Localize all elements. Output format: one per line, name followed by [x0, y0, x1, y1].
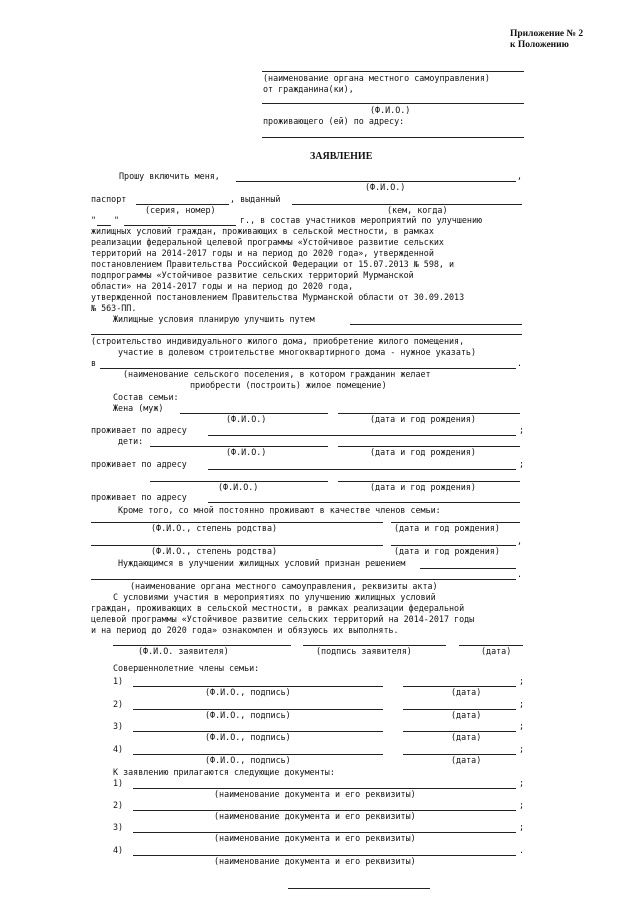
in-label: в — [91, 358, 97, 368]
child2-address-line[interactable] — [208, 502, 520, 503]
applicant-date-caption: (дата) — [481, 646, 512, 656]
document-title: ЗАЯВЛЕНИЕ — [310, 151, 373, 162]
decision-line-2[interactable] — [91, 579, 516, 580]
conditions-line-1: С условиями участия в мероприятиях по улучшению жилищных условий — [113, 592, 436, 602]
family-label: Состав семьи: — [113, 392, 179, 402]
child1-fio-caption: (Ф.И.О.) — [226, 447, 267, 457]
adult-1-semicolon: ; — [519, 676, 525, 686]
doc-2-caption: (наименование документа и его реквизиты) — [214, 811, 416, 821]
appendix-number: Приложение № 2 — [510, 29, 584, 39]
issuer-caption: (кем, когда) — [387, 205, 448, 215]
applicant-fio-caption: (Ф.И.О. заявителя) — [138, 646, 229, 656]
semicolon-1: ; — [519, 425, 525, 435]
adult-4-semicolon: ; — [519, 744, 525, 754]
spouse-address-line[interactable] — [208, 435, 516, 436]
from-citizen-label: от гражданина(ки), — [263, 84, 354, 94]
quote-close: " — [114, 215, 120, 225]
adult-4-date-caption: (дата) — [451, 755, 482, 765]
request-text: Прошу включить меня, — [119, 171, 220, 181]
conditions-line-4: и на период до 2020 года» ознакомлен и обязуюсь их выполнять. — [91, 625, 399, 635]
member2-birth-caption: (дата и год рождения) — [394, 546, 500, 556]
adult-2-number: 2) — [113, 699, 124, 709]
decision-period: . — [517, 569, 523, 579]
organ-caption: (наименование органа местного самоуправления) — [263, 73, 490, 83]
conditions-line-2: граждан, проживающих в сельской местности, в рамках реализации федеральной — [91, 603, 465, 613]
spouse-lives-at: проживает по адресу — [91, 425, 187, 435]
doc-1-semicolon: ; — [519, 778, 525, 788]
settlement-period: . — [517, 358, 523, 368]
act-caption: (наименование органа местного самоуправления, реквизиты акта) — [130, 581, 438, 591]
child1-address-line[interactable] — [208, 469, 516, 470]
settlement-caption-2: приобрести (построить) жилое помещение) — [190, 380, 387, 390]
adult-3-number: 3) — [113, 721, 124, 731]
docs-label: К заявлению прилагаются следующие документы: — [113, 767, 335, 777]
adults-label: Совершеннолетние члены семьи: — [113, 663, 260, 673]
child2-birth-caption: (дата и год рождения) — [370, 482, 476, 492]
child2-lives-at: проживает по адресу — [91, 492, 187, 502]
improve-method-line[interactable] — [350, 324, 522, 325]
child2-fio-caption: (Ф.И.О.) — [218, 482, 259, 492]
doc-1-caption: (наименование документа и его реквизиты) — [214, 789, 416, 799]
method-caption-1: (строительство индивидуального жилого дома, приобретение жилого помещения, — [91, 336, 465, 346]
decision-line[interactable] — [420, 568, 516, 569]
method-caption-2: участие в долевом строительстве многоквартирного дома - нужное указать) — [118, 347, 476, 357]
citizen-fio-line[interactable] — [262, 103, 524, 104]
member2-fio-caption: (Ф.И.О., степень родства) — [151, 546, 278, 556]
adult-3-semicolon: ; — [519, 721, 525, 731]
adult-3-caption: (Ф.И.О., подпись) — [205, 732, 291, 742]
member1-birth-caption: (дата и год рождения) — [394, 523, 500, 533]
comma: , — [517, 171, 523, 181]
applicant-sign-caption: (подпись заявителя) — [316, 646, 412, 656]
para-line-8: утвержденной постановлением Правительства Мурманской области от 30.09.2013 — [91, 292, 465, 302]
footer-divider — [288, 888, 430, 889]
spouse-label: Жена (муж) — [113, 403, 164, 413]
doc-4-caption: (наименование документа и его реквизиты) — [214, 856, 416, 866]
appendix-reference: к Положению — [510, 40, 569, 50]
doc-3-caption: (наименование документа и его реквизиты) — [214, 833, 416, 843]
para-line-4: территорий на 2014-2017 годы и на период до 2020 года», утвержденной — [91, 248, 434, 258]
member2-comma: , — [517, 536, 523, 546]
adult-2-semicolon: ; — [519, 699, 525, 709]
adult-3-date-caption: (дата) — [451, 732, 482, 742]
adult-2-date-caption: (дата) — [451, 710, 482, 720]
residing-label: проживающего (ей) по адресу: — [263, 116, 405, 126]
doc-3-semicolon: ; — [519, 822, 525, 832]
organ-line[interactable] — [262, 71, 524, 72]
doc-3-number: 3) — [113, 822, 124, 832]
adult-4-caption: (Ф.И.О., подпись) — [205, 755, 291, 765]
child1-birth-caption: (дата и год рождения) — [370, 447, 476, 457]
semicolon-2: ; — [519, 459, 525, 469]
adult-1-date-caption: (дата) — [451, 687, 482, 697]
doc-1-number: 1) — [113, 778, 124, 788]
fio-caption: (Ф.И.О.) — [365, 182, 406, 192]
para-line-9: № 563-ПП. — [91, 303, 137, 313]
citizen-fio-caption: (Ф.И.О.) — [370, 105, 411, 115]
citizen-address-line[interactable] — [262, 137, 524, 138]
issued-label: , выданный — [230, 194, 281, 204]
adult-1-number: 1) — [113, 676, 124, 686]
member1-fio-caption: (Ф.И.О., степень родства) — [151, 523, 278, 533]
conditions-line-3: целевой программы «Устойчивое развитие сельских территорий на 2014-2017 годы — [91, 614, 475, 624]
doc-4-number: 4) — [113, 845, 124, 855]
improve-method-line-2[interactable] — [91, 334, 522, 335]
doc-4-period: . — [519, 845, 525, 855]
needing-text: Нуждающимся в улучшении жилищных условий признан решением — [118, 558, 406, 568]
para-line-7: области» на 2014-2017 годы и на период до 2020 года, — [91, 281, 354, 291]
adult-4-number: 4) — [113, 744, 124, 754]
para-line-1: г., в состав участников мероприятий по улучшению — [240, 215, 483, 225]
adult-2-caption: (Ф.И.О., подпись) — [205, 710, 291, 720]
spouse-fio-caption: (Ф.И.О.) — [226, 414, 267, 424]
doc-2-semicolon: ; — [519, 800, 525, 810]
para-line-5: постановлением Правительства Российской Федерации от 15.07.2013 № 598, и — [91, 259, 455, 269]
children-label: дети: — [118, 436, 144, 446]
child1-lives-at: проживает по адресу — [91, 459, 187, 469]
passport-label: паспорт — [91, 194, 127, 204]
improve-text: Жилищные условия планирую улучшить путем — [113, 314, 315, 324]
para-line-3: реализации федеральной целевой программы «Устойчивое развитие сельских — [91, 237, 444, 247]
spouse-birth-caption: (дата и год рождения) — [370, 414, 476, 424]
series-caption: (серия, номер) — [145, 205, 216, 215]
also-living-text: Кроме того, со мной постоянно проживают в качестве членов семьи: — [118, 505, 441, 515]
para-line-2: жилищных условий граждан, проживающих в сельской местности, в рамках — [91, 226, 434, 236]
para-line-6: подпрограммы «Устойчивое развитие сельских территорий Мурманской — [91, 270, 414, 280]
quote-open: " — [91, 215, 97, 225]
doc-2-number: 2) — [113, 800, 124, 810]
settlement-caption-1: (наименование сельского поселения, в котором гражданин желает — [123, 369, 431, 379]
adult-1-caption: (Ф.И.О., подпись) — [205, 687, 291, 697]
